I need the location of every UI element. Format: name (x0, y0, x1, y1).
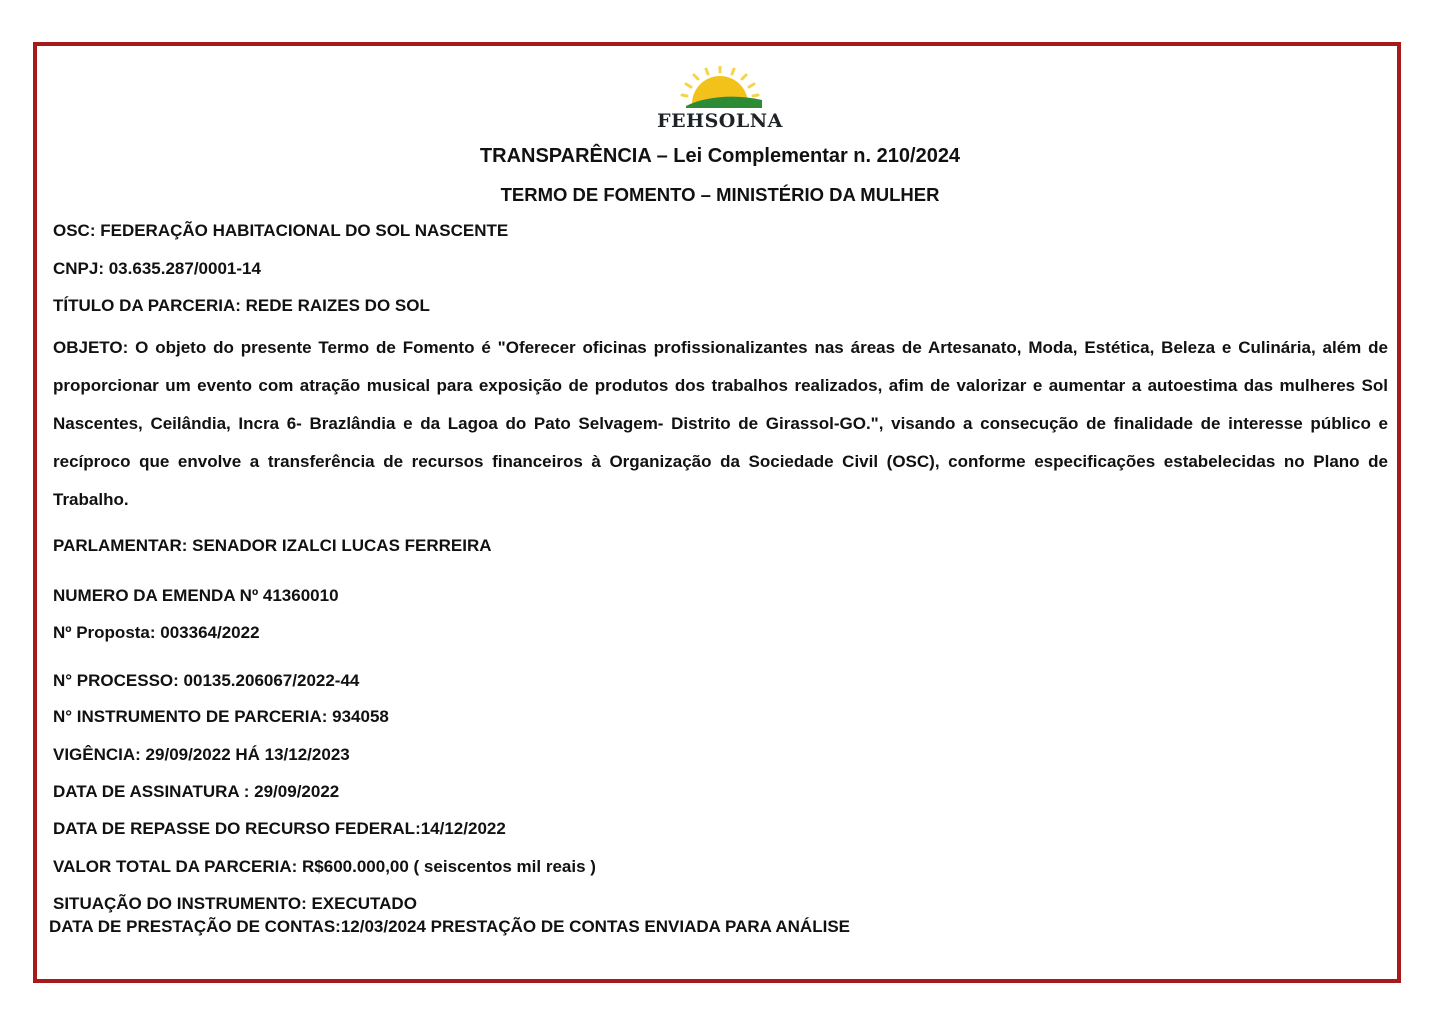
field-cnpj: CNPJ: 03.635.287/0001-14 (53, 259, 261, 278)
field-objeto: OBJETO: O objeto do presente Termo de Fomento é "Oferecer oficinas profissionalizantes nas áreas de Artesanato, Moda, Estética, Beleza e Culinária, além de proporcionar um evento com atração musical para exposição de produtos dos trabalhos realizados, afim de valorizar e aumentar a autoestima das mulheres Sol Nascentes, Ceilândia, Incra 6- Brazlândia e da Lagoa do Pato Selvagem- Distrito de Girassol-GO.", visando a consecução de finalidade de interesse público e recíproco que envolve a transferência de recursos financeiros à Organização da Sociedade Civil (OSC), conforme especificações estabelecidas no Plano de Trabalho. (53, 338, 1388, 509)
field-parlamentar: PARLAMENTAR: SENADOR IZALCI LUCAS FERREIRA (53, 536, 492, 555)
field-situacao: SITUAÇÃO DO INSTRUMENTO: EXECUTADO (53, 894, 417, 913)
field-prestacao: DATA DE PRESTAÇÃO DE CONTAS:12/03/2024 PRESTAÇÃO DE CONTAS ENVIADA PARA ANÁLISE (49, 917, 850, 936)
sun-logo-icon (636, 66, 804, 116)
field-repasse: DATA DE REPASSE DO RECURSO FEDERAL:14/12/2022 (53, 819, 506, 838)
page-title: TRANSPARÊNCIA – Lei Complementar n. 210/2024 (479, 145, 961, 167)
field-titulo: TÍTULO DA PARCERIA: REDE RAIZES DO SOL (53, 296, 430, 315)
field-osc: OSC: FEDERAÇÃO HABITACIONAL DO SOL NASCENTE (53, 221, 509, 240)
field-processo: N° PROCESSO: 00135.206067/2022-44 (53, 671, 360, 690)
field-proposta: Nº Proposta: 003364/2022 (53, 623, 260, 642)
field-valor: VALOR TOTAL DA PARCERIA: R$600.000,00 ( seiscentos mil reais ) (53, 857, 596, 876)
page-subtitle: TERMO DE FOMENTO – MINISTÉRIO DA MULHER (500, 184, 940, 205)
field-assinatura: DATA DE ASSINATURA : 29/09/2022 (53, 782, 340, 801)
fehsolna-logo (636, 66, 804, 136)
field-instrumento: N° INSTRUMENTO DE PARCERIA: 934058 (53, 707, 389, 726)
field-vigencia: VIGÊNCIA: 29/09/2022 HÁ 13/12/2023 (53, 745, 350, 764)
field-emenda: NUMERO DA EMENDA Nº 41360010 (53, 586, 339, 605)
logo-wordmark: FEHSOLNA (657, 110, 783, 132)
